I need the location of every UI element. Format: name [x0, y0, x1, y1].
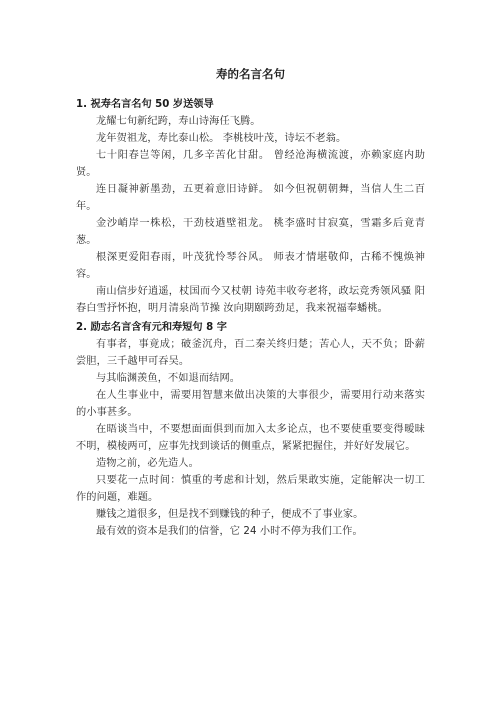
paragraph: 有事者，事竟成；破釜沉舟，百二秦关终归楚；苦心人，天不负；卧薪尝胆，三千越甲可吞吴。 — [76, 339, 425, 367]
paragraph: 七十阳春岂等闲，几多辛苦化甘甜。 曾经沧海横流渡，亦赖家庭内助贤。 — [76, 150, 425, 178]
paragraph: 南山信步好逍遥，杖国而今又杖朝 诗苑丰收夸老将，政坛竞秀领风骚 阳春白雪抒怀抱，明月清泉尚节操 汝向期颐跨劲足，我来祝福奉蟠桃。 — [76, 286, 425, 314]
paragraph: 连日凝神新墨劲，五更着意旧诗鲜。 如今但祝朝朝舞，当信人生二百年。 — [76, 184, 425, 212]
paragraph: 只要花一点时间：慎重的考虑和计划，然后果敢实施，定能解决一切工作的问题，难题。 — [76, 475, 425, 503]
section-heading: 2. 励志名言含有元和寿短句 8 字 — [76, 322, 227, 333]
paragraph: 最有效的资本是我们的信誉，它 24 小时不停为我们工作。 — [96, 526, 363, 537]
paragraph: 金沙峭岸一株松，干劲枝遒壁祖龙。 桃李盛时甘寂寞，雪霜多后竟青葱。 — [76, 218, 425, 246]
section-heading: 1. 祝寿名言名句 50 岁送领导 — [76, 99, 214, 110]
paragraph: 与其临渊羡鱼，不如退而结网。 — [96, 373, 241, 384]
section-1 — [76, 96, 425, 317]
document-title: 寿的名言名句 — [216, 67, 285, 81]
paragraph: 在人生事业中，需要用智慧来做出决策的大事很少，需要用行动来落实的小事甚多。 — [76, 390, 425, 418]
paragraph: 龙耀七旬新纪跨，寿山诗海任飞腾。 — [96, 116, 261, 127]
paragraph: 赚钱之道很多，但是找不到赚钱的种子，便成不了事业家。 — [96, 509, 364, 520]
paragraph: 在晤谈当中，不要想面面俱到而加入太多论点，也不要使重要变得暧昧不明，模棱两可，应事先找到谈话的侧重点，紧紧把握住，并好好发展它。 — [76, 424, 425, 452]
paragraph: 根深更爱阳春雨，叶茂犹怜琴谷风。 师表才情堪敬仰，古稀不愧焕神容。 — [76, 252, 425, 280]
paragraph: 造物之前，必先造人。 — [96, 458, 199, 469]
section-2 — [76, 319, 425, 540]
paragraph: 龙年贺祖龙，寿比泰山松。 李桃枝叶茂，诗坛不老翁。 — [96, 133, 347, 144]
